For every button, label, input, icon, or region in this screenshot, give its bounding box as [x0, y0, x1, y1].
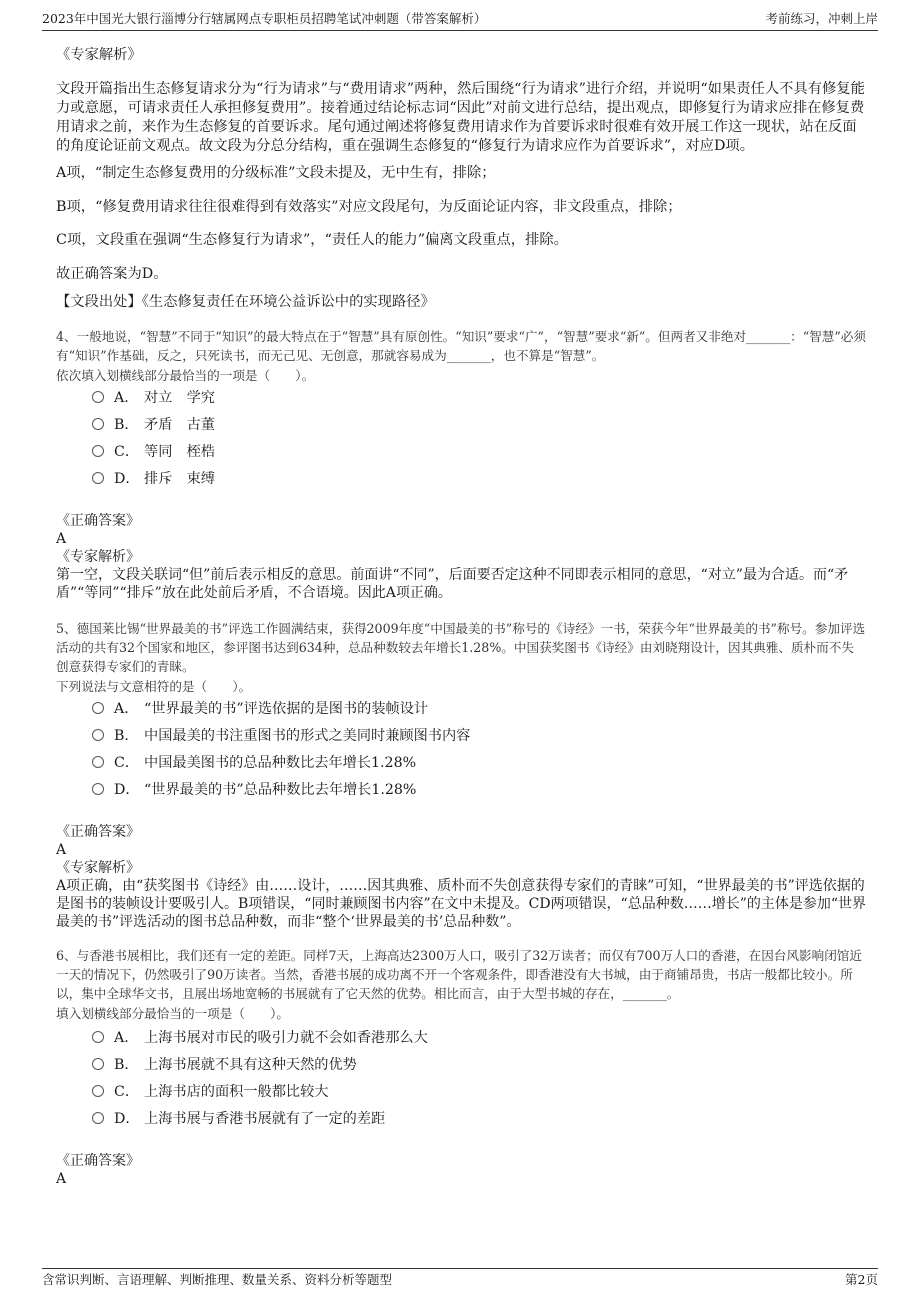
q5-answer: A — [56, 842, 67, 858]
radio-icon[interactable] — [92, 472, 104, 484]
q5-option-c[interactable]: C． 中国最美图书的总品种数比去年增长1.28% — [92, 754, 416, 772]
radio-icon[interactable] — [92, 445, 104, 457]
q6-stem: 6、与香港书展相比，我们还有一定的差距。同样7天，上海高达2300万人口，吸引了32万读者；而仅有700万人口的香港，在因台风影响闭馆近一天的情况下，仍然吸引了90万读者。当然，香港书展的成功离不开一个客观条件，即香港没有大书城，由于商铺昂贵，书店一般都比较小。所以，集中全球华文书，且展出场地宽畅的书展就有了它天然的优势。相比而言，由于大型书城的存在，_______。 — [56, 948, 862, 1001]
q5-answer-label: 《正确答案》 — [56, 824, 140, 840]
q5-analysis-label: 《专家解析》 — [56, 860, 140, 876]
q4-stem: 4、一般地说，“智慧”不同于“知识”的最大特点在于“智慧”具有原创性。“知识”要求“广”，“智慧”要求“新”。但两者又非绝对_______：“智慧”必须有“知识”作基础，反之，只死读书，而无己见、无创意，那就容易成为_______，也不算是“智慧”。 — [56, 329, 866, 363]
radio-icon[interactable] — [92, 729, 104, 741]
q4-option-a[interactable]: A． 对立 学究 — [92, 389, 215, 407]
page-footer — [42, 1268, 878, 1291]
q6-answer: A — [56, 1171, 67, 1187]
page-number: 第2页 — [845, 1272, 878, 1287]
q4-analysis: 第一空，文段关联词“但”前后表示相反的意思。前面讲“不同”，后面要否定这种不同即表示相同的意思，“对立”最为合适。而“矛盾”“等同”“排斥”放在此处前后矛盾，不合语境。因此A项正确。 — [56, 567, 849, 601]
q3-analysis-opt-b: B项，“修复费用请求往往很难得到有效落实”对应文段尾句，为反面论证内容，非文段重点，排除； — [56, 199, 682, 215]
q5-analysis: A项正确，由“获奖图书《诗经》由……设计，……因其典雅、质朴而不失创意获得专家们的青睐”可知，“世界最美的书”评选依据的是图书的装帧设计要吸引人。B项错误，“同时兼顾图书内容”在文中未提及。CD两项错误，“总品种数……增长”的主体是参加“世界最美的书”评选活动的图书总品种数，而非“整个‘世界最美的书’总品种数”。 — [56, 878, 867, 930]
q6-prompt: 填入划横线部分最恰当的一项是（ ）。 — [56, 1006, 289, 1021]
radio-icon[interactable] — [92, 391, 104, 403]
radio-icon[interactable] — [92, 418, 104, 430]
q3-analysis-answer: 故正确答案为D。 — [56, 266, 168, 282]
q3-analysis-para: 文段开篇指出生态修复请求分为“行为请求”与“费用请求”两种，然后围绕“行为请求”进行介绍，并说明“如果责任人不具有修复能力或意愿，可请求责任人承担修复费用”。接着通过结论标志词“因此”对前文进行总结，提出观点，即修复行为请求应排在修复费用请求之前，来作为生态修复的首要诉求。尾句通过阐述将修复费用请求作为首要诉求时很难有效开展工作这一现状，站在反面的角度论证前文观点。故文段为分总分结构，重在强调生态修复的“修复行为请求应作为首要诉求”，对应D项。 — [56, 81, 865, 154]
q3-analysis-opt-a: A项，“制定生态修复费用的分级标准”文段未提及，无中生有，排除； — [56, 165, 496, 181]
q6-answer-label: 《正确答案》 — [56, 1153, 140, 1169]
q3-source: 【文段出处】《生态修复责任在环境公益诉讼中的实现路径》 — [56, 294, 435, 310]
document-title: 2023年中国光大银行淄博分行辖属网点专职柜员招聘笔试冲刺题（带答案解析） — [42, 11, 487, 26]
q5-option-d[interactable]: D． “世界最美的书”总品种数比去年增长1.28% — [92, 781, 416, 799]
q4-analysis-label: 《专家解析》 — [56, 549, 140, 565]
q4-prompt: 依次填入划横线部分最恰当的一项是（ ）。 — [56, 368, 315, 383]
q5-option-b[interactable]: B． 中国最美的书注重图书的形式之美同时兼顾图书内容 — [92, 727, 470, 745]
radio-icon[interactable] — [92, 783, 104, 795]
q5-prompt: 下列说法与文意相符的是（ ）。 — [56, 679, 252, 694]
q4-option-b[interactable]: B． 矛盾 古董 — [92, 416, 215, 434]
q4-option-c[interactable]: C． 等同 桎梏 — [92, 443, 215, 461]
q6-option-d[interactable]: D． 上海书展与香港书展就有了一定的差距 — [92, 1110, 385, 1128]
q3-analysis-label: 《专家解析》 — [56, 47, 142, 63]
page-header — [42, 8, 878, 31]
radio-icon[interactable] — [92, 1112, 104, 1124]
q5-stem: 5、德国莱比锡“世界最美的书”评选工作圆满结束，获得2009年度“中国最美的书”称号的《诗经》一书，荣获今年“世界最美的书”称号。参加评选活动的共有32个国家和地区，参评图书达到634种，总品种数较去年增长1.28%。中国获奖图书《诗经》由刘晓翔设计，因其典雅、质朴而不失创意获得专家们的青睐。 — [56, 621, 866, 674]
q4-option-d[interactable]: D． 排斥 束缚 — [92, 470, 215, 488]
header-motto: 考前练习，冲刺上岸 — [765, 11, 878, 26]
radio-icon[interactable] — [92, 702, 104, 714]
q6-option-a[interactable]: A． 上海书展对市民的吸引力就不会如香港那么大 — [92, 1029, 428, 1047]
q4-answer-label: 《正确答案》 — [56, 513, 140, 529]
radio-icon[interactable] — [92, 1058, 104, 1070]
footer-note: 含常识判断、言语理解、判断推理、数量关系、资料分析等题型 — [42, 1272, 393, 1287]
q6-option-b[interactable]: B． 上海书展就不具有这种天然的优势 — [92, 1056, 357, 1074]
radio-icon[interactable] — [92, 1085, 104, 1097]
q6-option-c[interactable]: C． 上海书店的面积一般都比较大 — [92, 1083, 328, 1101]
q3-analysis-opt-c: C项，文段重在强调“生态修复行为请求”，“责任人的能力”偏离文段重点，排除。 — [56, 232, 568, 248]
q4-answer: A — [56, 531, 67, 547]
radio-icon[interactable] — [92, 756, 104, 768]
q5-option-a[interactable]: A． “世界最美的书”评选依据的是图书的装帧设计 — [92, 700, 428, 718]
radio-icon[interactable] — [92, 1031, 104, 1043]
